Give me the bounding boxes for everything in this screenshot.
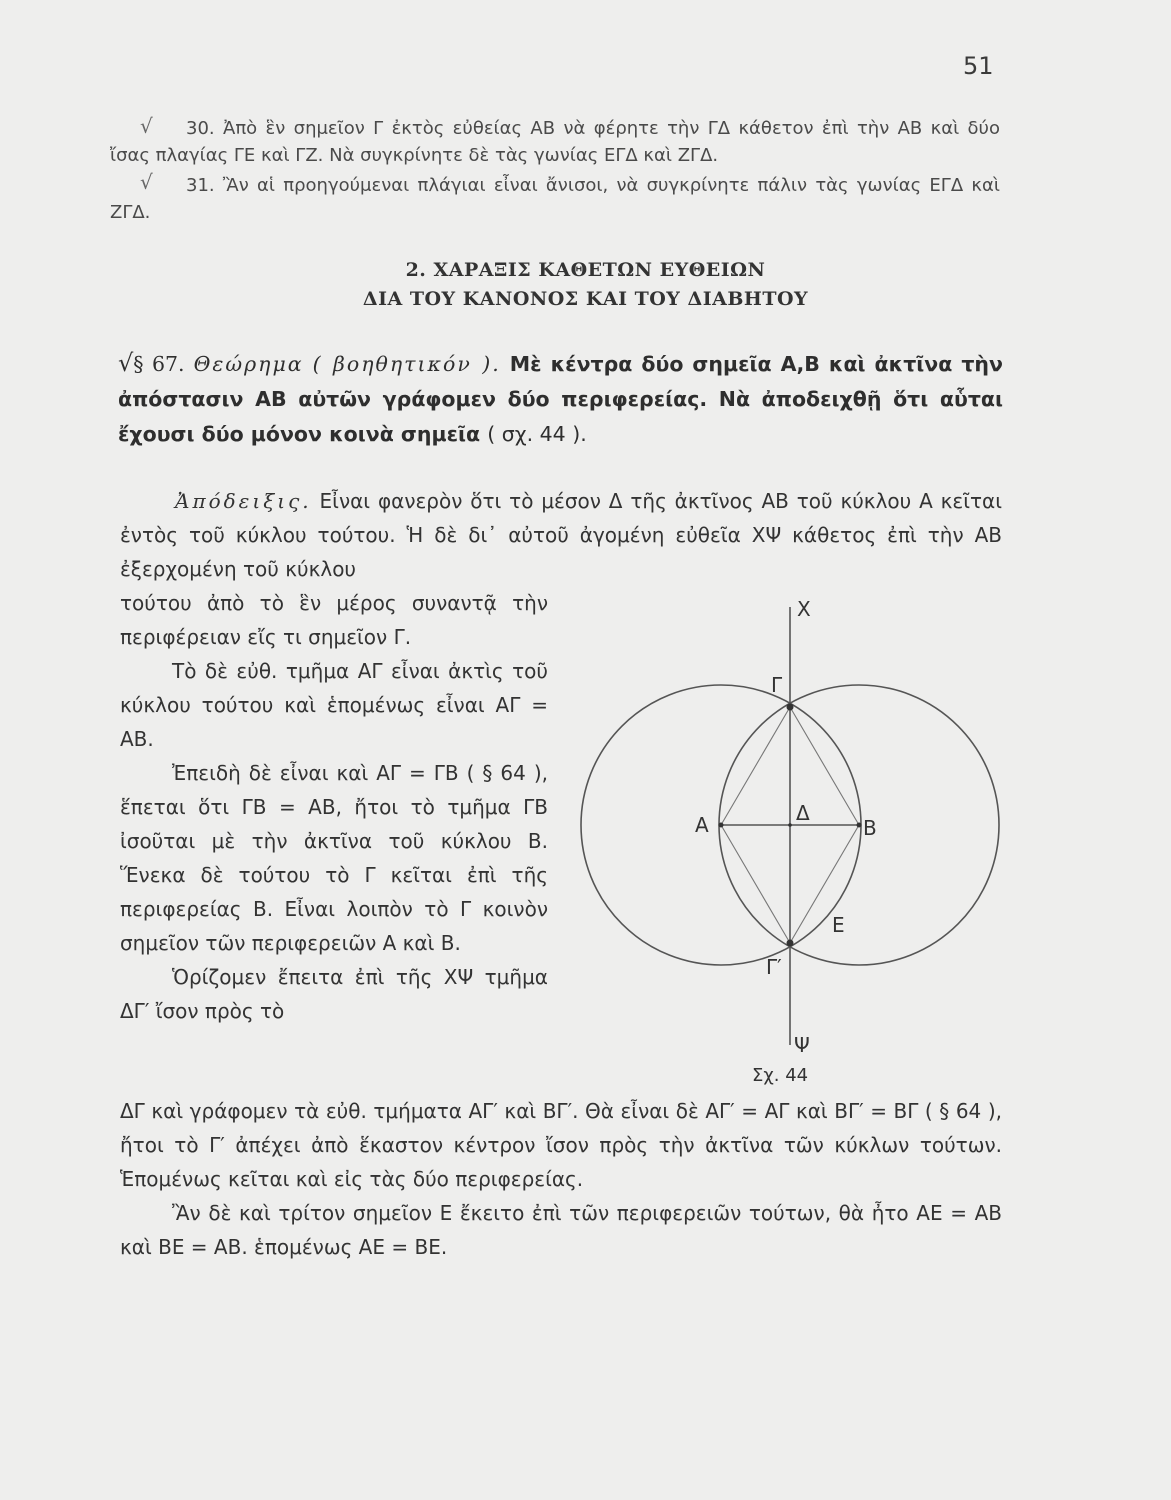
point-gamma-prime: [787, 940, 794, 947]
proof-paragraph: τούτου ἀπὸ τὸ ἓν μέρος συναντᾷ τὴν περιφέρειαν εἴς τι σημεῖον Γ.: [120, 591, 548, 649]
exercise-number: 31.: [186, 175, 215, 196]
proof-paragraph: Ὁρίζομεν ἔπειτα ἐπὶ τῆς ΧΨ τμῆμα ΔΓ′ ἴσον πρὸς τὸ: [120, 965, 548, 1023]
proof-continuation: [120, 1094, 1002, 1264]
proof-intro-text: Εἶναι φανερὸν ὅτι τὸ μέσον Δ τῆς ἀκτῖνος ΑΒ τοῦ κύκλου Α κεῖται ἐντὸς τοῦ κύκλου τούτου. Ἡ δὲ δι᾽ αὐτοῦ ἀγομένη εὐθεῖα ΧΨ κάθετος ἐπὶ τὴν ΑΒ ἐξερχομένη τοῦ κύκλου: [120, 489, 1002, 581]
check-mark-icon: √: [140, 114, 153, 138]
theorem-label: Θεώρημα: [193, 352, 304, 376]
proof-column: [120, 586, 548, 1028]
section-title-line2: ΔΙΑ ΤΟΥ ΚΑΝΟΝΟΣ ΚΑΙ ΤΟΥ ΔΙΑΒΗΤΟΥ: [362, 288, 809, 310]
point-b: [857, 823, 862, 828]
proof-paragraph: Τὸ δὲ εὐθ. τμῆμα ΑΓ εἶναι ἀκτὶς τοῦ κύκλου τούτου καὶ ἑπομένως εἶναι ΑΓ = ΑΒ.: [120, 659, 548, 751]
proof-intro: [120, 484, 1002, 586]
label-b: Β: [863, 816, 877, 840]
label-psi: Ψ: [794, 1033, 810, 1057]
geometry-diagram: [570, 595, 1010, 1095]
theorem-qualifier: ( βοηθητικόν ).: [312, 352, 501, 376]
section-title-line1: 2. ΧΑΡΑΞΙΣ ΚΑΘΕΤΩΝ ΕΥΘΕΙΩΝ: [405, 259, 766, 281]
theorem-67: [118, 346, 1003, 452]
point-delta: [788, 823, 792, 827]
proof-paragraph: Ἐπειδὴ δὲ εἶναι καὶ ΑΓ = ΓΒ ( § 64 ), ἕπεται ὅτι ΓΒ = ΑΒ, ἤτοι τὸ τμῆμα ΓΒ ἰσοῦται μὲ τὴν ἀκτῖνα τοῦ κύκλου Β. Ἕνεκα δὲ τούτου τὸ Γ κεῖται ἐπὶ τῆς περιφερείας Β. Εἶναι λοιπὸν τὸ Γ κοινὸν σημεῖον τῶν περιφερειῶν Α καὶ Β.: [120, 761, 548, 955]
exercise-number: 30.: [186, 118, 215, 139]
point-gamma: [787, 704, 794, 711]
label-a: Α: [695, 813, 709, 837]
figure-caption: Σχ. 44: [752, 1065, 809, 1086]
exercise-30: [110, 115, 1000, 169]
page-number: 51: [963, 52, 994, 80]
point-a: [719, 823, 724, 828]
label-x: X: [797, 597, 811, 621]
label-e: Ε: [832, 913, 845, 937]
figure-44: [570, 595, 1010, 1095]
figure-reference: ( σχ. 44 ).: [487, 422, 587, 446]
check-mark-icon: √: [140, 170, 153, 194]
theorem-statement: Μὲ κέντρα δύο σημεῖα Α,Β καὶ ἀκτῖνα τὴν ἀπόστασιν ΑΒ αὐτῶν γράφομεν δύο περιφερείας. Νὰ ἀποδειχθῇ ὅτι αὗται ἔχουσι δύο μόνον κοινὰ σημεῖα: [118, 352, 1003, 446]
label-gamma-prime: Γ′: [766, 955, 782, 979]
exercise-text: Ἀπὸ ἓν σημεῖον Γ ἐκτὸς εὐθείας ΑΒ νὰ φέρητε τὴν ΓΔ κάθετον ἐπὶ τὴν ΑΒ καὶ δύο ἴσας πλαγίας ΓΕ καὶ ΓΖ. Νὰ συγκρίνητε δὲ τὰς γωνίας ΕΓΔ καὶ ΖΓΔ.: [110, 118, 1000, 166]
label-gamma: Γ: [771, 673, 783, 697]
theorem-number: § 67.: [133, 352, 185, 376]
label-delta: Δ: [796, 801, 810, 825]
exercise-text: Ἂν αἱ προηγούμεναι πλάγιαι εἶναι ἄνισοι, νὰ συγκρίνητε πάλιν τὰς γωνίας ΕΓΔ καὶ ΖΓΔ.: [110, 175, 1000, 223]
exercise-31: [110, 172, 1000, 226]
proof-label: Ἀπόδειξις.: [175, 489, 312, 513]
proof-paragraph: Ἂν δὲ καὶ τρίτον σημεῖον Ε ἔκειτο ἐπὶ τῶν περιφερειῶν τούτων, θὰ ἦτο ΑΕ = ΑΒ καὶ ΒΕ = ΑΒ. ἑπομένως ΑΕ = ΒΕ.: [120, 1201, 1002, 1259]
proof-paragraph: ΔΓ καὶ γράφομεν τὰ εὐθ. τμήματα ΑΓ′ καὶ ΒΓ′. Θὰ εἶναι δὲ ΑΓ′ = ΑΓ καὶ ΒΓ′ = ΒΓ ( § 64 ), ἤτοι τὸ Γ′ ἀπέχει ἀπὸ ἕκαστον κέντρον ἴσον πρὸς τὴν ἀκτῖνα τῶν κύκλων τούτων. Ἑπομένως κεῖται καὶ εἰς τὰς δύο περιφερείας.: [120, 1099, 1002, 1191]
check-mark-icon: √: [118, 349, 134, 377]
